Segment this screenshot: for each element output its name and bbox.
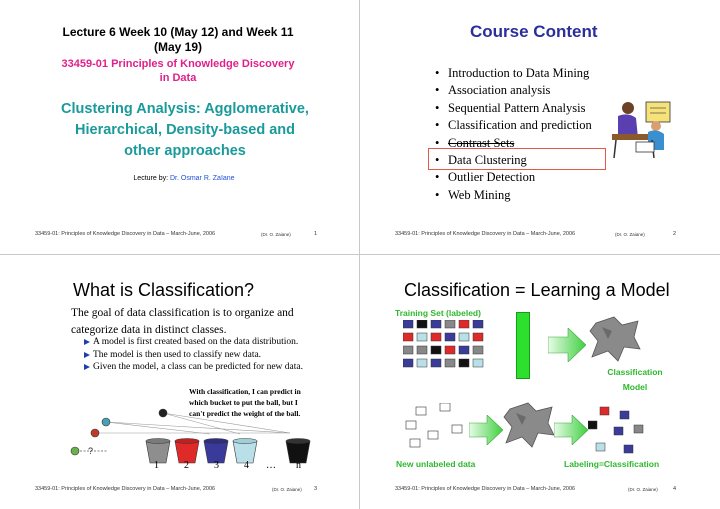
- footer-author: (Dr. O. Zaiane): [261, 232, 291, 237]
- course-line-1: 33459-01 Principles of Knowledge Discovery: [61, 58, 295, 70]
- course-name: [0, 57, 356, 85]
- bucket-label: 2: [184, 460, 189, 471]
- course-line-2: in Data: [159, 72, 197, 84]
- model-label-line-1: Classification: [607, 367, 663, 377]
- page-number: 3: [314, 486, 318, 492]
- list-item: • Web Mining: [435, 187, 592, 204]
- students-clipart: [606, 96, 678, 162]
- title-line-1: Lecture 6 Week 10 (May 12) and Week 11: [62, 25, 294, 39]
- unknown-ball-label: ?: [88, 446, 94, 456]
- slide-3: [0, 255, 359, 509]
- labeled-result-squares: [588, 403, 678, 455]
- lecturer-name: Dr. Osmar R. Zaïane: [170, 175, 235, 182]
- slide-4: [360, 255, 720, 509]
- classify-arrow-icon: [469, 415, 503, 445]
- definition-line-1: The goal of data classification is to organize and: [71, 307, 294, 319]
- footer-text: 33459-01: Principles of Knowledge Discovery in Data – March-June, 2006: [395, 486, 576, 492]
- bucket-label: …: [266, 460, 276, 471]
- list-item: • Introduction to Data Mining: [435, 65, 592, 82]
- footer-text: 33459-01: Principles of Knowledge Discovery in Data – March-June, 2006: [35, 486, 216, 492]
- footer-text: 33459-01: Principles of Knowledge Discovery in Data – March-June, 2006: [35, 231, 216, 237]
- training-set-label: Training Set (labeled): [395, 308, 481, 318]
- footer-author: (Dr. O. Zaiane): [615, 232, 645, 237]
- new-data-label: New unlabeled data: [396, 459, 476, 469]
- slide-1: [0, 0, 359, 254]
- ball-trajectories: [95, 413, 290, 434]
- footer-author: (Dr. O. Zaiane): [628, 487, 658, 492]
- bucket-label: n: [296, 460, 301, 471]
- note-line-3: can't predict the weight of the ball.: [189, 409, 301, 418]
- slide-2-title: Course Content: [470, 22, 598, 41]
- lecture-topic: [0, 99, 370, 162]
- slide-1-title: [0, 25, 356, 55]
- page-number: 2: [673, 231, 677, 237]
- note-line-1: With classification, I can predict in: [189, 387, 301, 396]
- ball-icon: [71, 447, 79, 455]
- learning-arrow-icon: [548, 328, 586, 362]
- lecturer-prefix: Lecture by:: [133, 175, 169, 182]
- model-blob-icon: [502, 401, 556, 449]
- slide-2: [360, 0, 720, 254]
- list-item: • Classification and prediction: [435, 117, 592, 134]
- definition-line-2: categorize data in distinct classes.: [71, 324, 227, 336]
- classification-definition: [71, 305, 294, 339]
- list-item: • Data Clustering: [435, 152, 592, 169]
- list-item: A model is first created based on the data distribution.: [84, 336, 303, 349]
- list-item: • Sequential Pattern Analysis: [435, 100, 592, 117]
- list-item: • Outlier Detection: [435, 169, 592, 186]
- page-number: 4: [673, 486, 677, 492]
- topic-line-2: Hierarchical, Density-based and: [75, 122, 295, 138]
- training-set-grid: [403, 320, 503, 370]
- current-topic-highlight: [428, 148, 606, 170]
- ball-icon: [91, 429, 99, 437]
- classification-points: [84, 336, 303, 374]
- note-line-2: which bucket to put the ball, but I: [189, 398, 298, 407]
- topic-line-1: Clustering Analysis: Agglomerative,: [61, 101, 309, 117]
- page-number: 1: [314, 231, 318, 237]
- topic-line-3: other approaches: [124, 143, 246, 159]
- ball-icon: [102, 418, 110, 426]
- list-item: • Association analysis: [435, 82, 592, 99]
- learning-bar: [516, 312, 530, 379]
- result-label: Labeling=Classification: [564, 459, 660, 469]
- ball-icon: [159, 409, 167, 417]
- list-item: Given the model, a class can be predicted for new data.: [84, 361, 303, 374]
- list-item: The model is then used to classify new data.: [84, 349, 303, 362]
- footer-text: 33459-01: Principles of Knowledge Discovery in Data – March-June, 2006: [395, 231, 576, 237]
- title-line-2: (May 19): [153, 40, 203, 54]
- bucket-label: 3: [214, 460, 219, 471]
- buckets-illustration: [60, 403, 330, 475]
- model-label: [585, 365, 685, 395]
- list-item: • Contrast Sets: [435, 135, 592, 152]
- slide-3-title: What is Classification?: [73, 280, 255, 300]
- course-content-list: [435, 65, 592, 204]
- bucket-label: 1: [154, 460, 159, 471]
- bucket-label: 4: [244, 460, 249, 471]
- footer-author: (Dr. O. Zaiane): [272, 487, 302, 492]
- output-arrow-icon: [554, 415, 588, 445]
- model-label-line-2: Model: [622, 382, 648, 392]
- lecturer-credit: [0, 175, 368, 182]
- slide-4-title: Classification = Learning a Model: [404, 280, 670, 300]
- model-blob-icon: [588, 315, 642, 363]
